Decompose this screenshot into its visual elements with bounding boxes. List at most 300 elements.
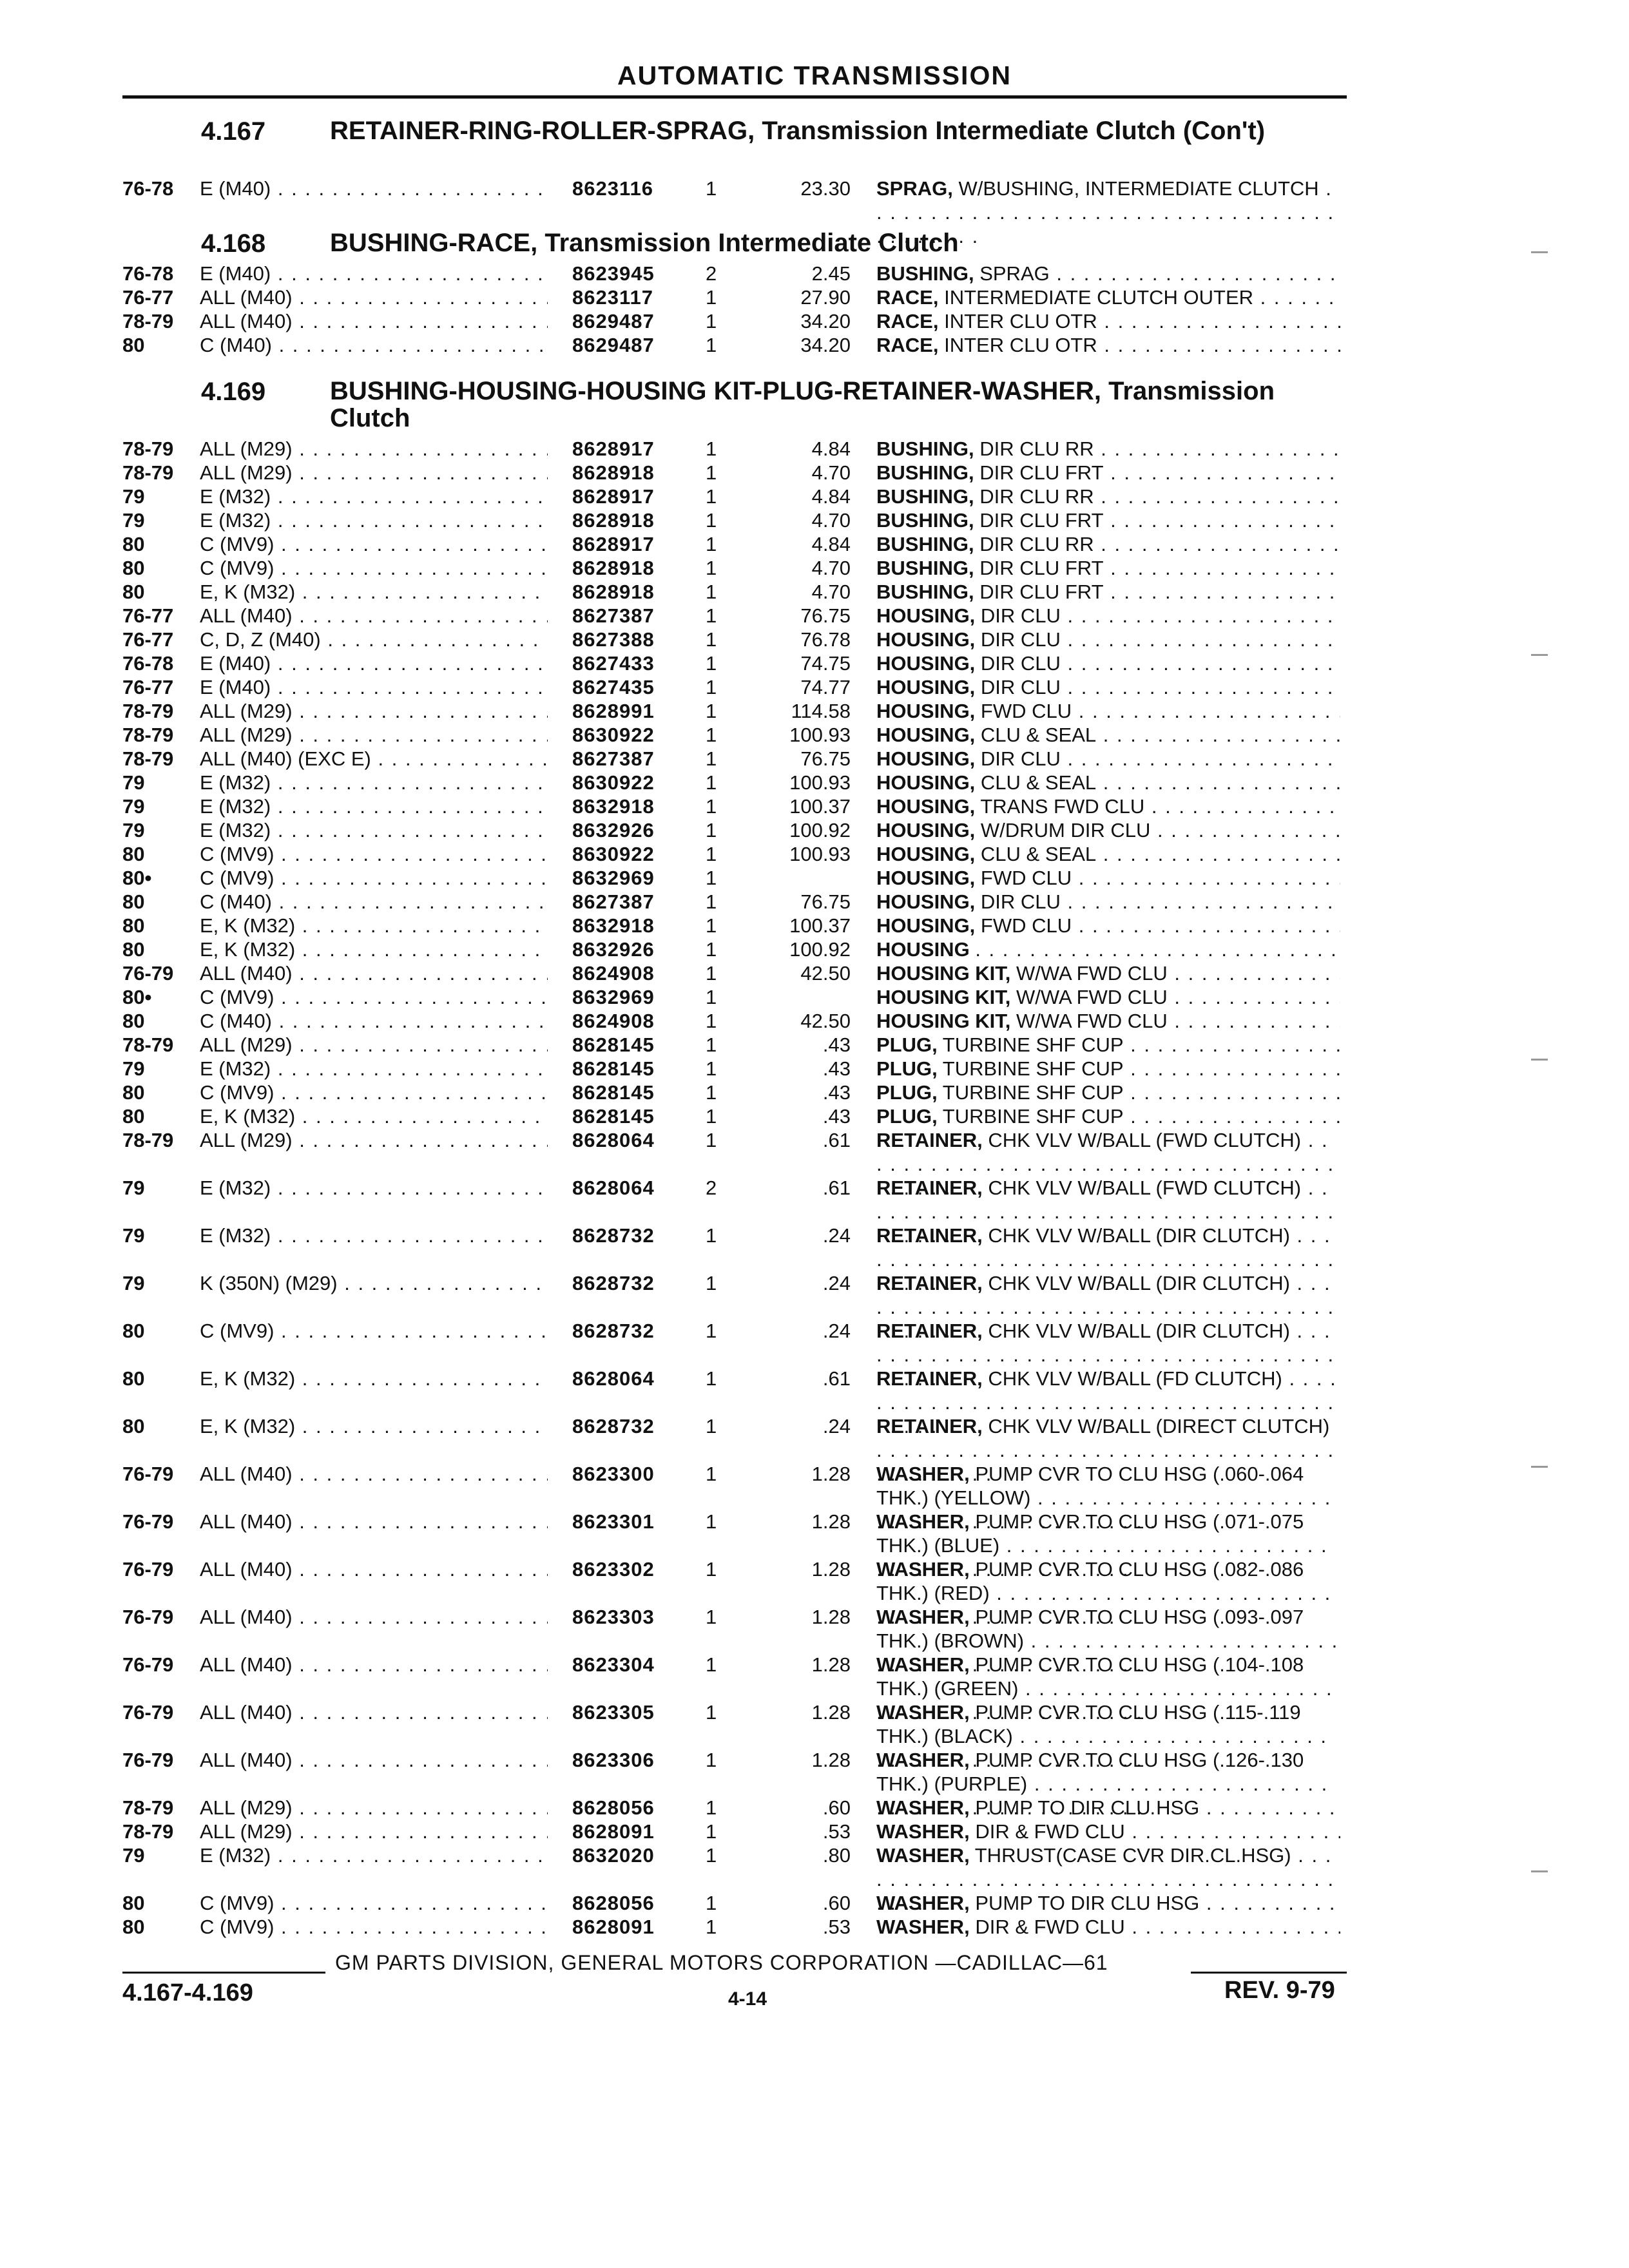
- part-number: 8628091: [572, 1820, 655, 1843]
- quantity: 1: [706, 1916, 717, 1938]
- part-name: BUSHING,: [876, 509, 974, 532]
- description: [876, 461, 1340, 485]
- application: E (M40) . . .: [200, 675, 548, 699]
- section-title: BUSHING-RACE, Transmission Intermediate Clutch: [330, 229, 959, 257]
- application: E (M32) . . .: [200, 1843, 548, 1867]
- part-detail: W/DRUM DIR CLU . . .: [981, 819, 1340, 841]
- part-detail: W/WA FWD CLU . . .: [1016, 962, 1340, 985]
- part-number: 8628918: [572, 461, 655, 484]
- part-name: BUSHING,: [876, 581, 974, 603]
- application: ALL (M40) . . .: [200, 309, 548, 333]
- description: [876, 485, 1340, 508]
- table-row: [0, 333, 1629, 357]
- description: [876, 818, 1340, 842]
- model-year: 80•: [122, 986, 152, 1008]
- part-detail: TURBINE SHF CUP . . .: [943, 1033, 1340, 1056]
- part-detail: FWD CLU . . .: [981, 867, 1340, 889]
- application: ALL (M29) . . .: [200, 1033, 548, 1057]
- model-year: 79: [122, 1057, 145, 1080]
- part-detail: DIR CLU RR . . .: [979, 437, 1340, 460]
- application: E, K (M32) . . .: [200, 937, 548, 961]
- quantity: 1: [706, 724, 717, 746]
- application: ALL (M29) . . .: [200, 723, 548, 747]
- table-row: [0, 1271, 1629, 1319]
- table-row: [0, 532, 1629, 556]
- part-detail: FWD CLU . . .: [981, 700, 1340, 722]
- part-name: HOUSING,: [876, 795, 976, 818]
- price: 1.28: [811, 1463, 851, 1485]
- quantity: 1: [706, 819, 717, 841]
- price: 100.93: [789, 771, 851, 794]
- model-year: 78-79: [122, 1820, 174, 1843]
- application: C (MV9) . . .: [200, 842, 548, 866]
- part-name: WASHER,: [876, 1892, 970, 1914]
- part-name: HOUSING,: [876, 890, 976, 913]
- price: 4.84: [811, 437, 851, 460]
- part-number: 8623304: [572, 1653, 655, 1676]
- part-name: WASHER,: [876, 1510, 970, 1533]
- description: [876, 1796, 1340, 1820]
- quantity: 1: [706, 700, 717, 722]
- application: E (M32) . . .: [200, 771, 548, 794]
- part-number: 8623301: [572, 1510, 655, 1533]
- part-name: WASHER,: [876, 1701, 970, 1724]
- model-year: 76-77: [122, 286, 174, 309]
- price: 4.70: [811, 581, 851, 603]
- model-year: 79: [122, 1177, 145, 1199]
- part-name: HOUSING,: [876, 747, 976, 770]
- table-row: [0, 1748, 1629, 1796]
- part-name: RETAINER,: [876, 1415, 983, 1437]
- price: .61: [822, 1367, 851, 1390]
- table-row: [0, 818, 1629, 842]
- section-title: RETAINER-RING-ROLLER-SPRAG, Transmission Intermediate Clutch (Con't): [330, 117, 1266, 145]
- quantity: 1: [706, 1272, 717, 1294]
- quantity: 1: [706, 1010, 717, 1032]
- part-number: 8628917: [572, 533, 655, 555]
- section-title: BUSHING-HOUSING-HOUSING KIT-PLUG-RETAINER-WASHER, Transmission Clutch: [330, 377, 1275, 432]
- model-year: 79: [122, 1224, 145, 1247]
- part-name: HOUSING,: [876, 652, 976, 675]
- application: ALL (M40) (EXC E) . . .: [200, 747, 548, 771]
- part-name: WASHER,: [876, 1844, 970, 1867]
- part-name: WASHER,: [876, 1820, 970, 1843]
- part-detail: DIR CLU FRT . . .: [979, 581, 1340, 603]
- price: 100.93: [789, 724, 851, 746]
- model-year: 80: [122, 843, 145, 865]
- table-row: [0, 985, 1629, 1009]
- price: 76.78: [800, 628, 851, 651]
- quantity: 2: [706, 1177, 717, 1199]
- part-detail: THRUST(CASE CVR DIR.CL.HSG) . . .: [876, 1844, 1335, 1914]
- table-row: [0, 1414, 1629, 1462]
- quantity: 1: [706, 795, 717, 818]
- part-number: 8628732: [572, 1415, 655, 1437]
- price: 4.70: [811, 557, 851, 579]
- price: 1.28: [811, 1701, 851, 1724]
- part-number: 8632918: [572, 914, 655, 937]
- part-detail: CHK VLV W/BALL (DIRECT CLUTCH) . . .: [876, 1415, 1335, 1485]
- part-name: HOUSING,: [876, 628, 976, 651]
- application: ALL (M40) . . .: [200, 1510, 548, 1533]
- table-row: [0, 890, 1629, 914]
- part-detail: TRANS FWD CLU . . .: [980, 795, 1340, 818]
- quantity: 1: [706, 1129, 717, 1151]
- description: [876, 333, 1340, 357]
- part-detail: DIR & FWD CLU . . .: [975, 1820, 1340, 1843]
- part-number: 8632926: [572, 938, 655, 961]
- part-detail: INTER CLU OTR . . .: [944, 334, 1340, 356]
- part-detail: FWD CLU . . .: [981, 914, 1340, 937]
- price: .24: [822, 1224, 851, 1247]
- part-name: RACE,: [876, 310, 939, 332]
- description: [876, 961, 1340, 985]
- part-number: 8627387: [572, 747, 655, 770]
- quantity: 1: [706, 1033, 717, 1056]
- table-row: [0, 556, 1629, 580]
- table-row: [0, 1176, 1629, 1224]
- table-row: [0, 309, 1629, 333]
- part-name: HOUSING,: [876, 700, 976, 722]
- part-name: SPRAG,: [876, 177, 953, 200]
- table-row: [0, 1128, 1629, 1176]
- table-row: [0, 437, 1629, 461]
- application: C, D, Z (M40) . . .: [200, 628, 548, 651]
- application: ALL (M40) . . .: [200, 1557, 548, 1581]
- model-year: 76-78: [122, 262, 174, 285]
- part-name: RETAINER,: [876, 1224, 983, 1247]
- description: [876, 985, 1340, 1009]
- application: C (MV9) . . .: [200, 1081, 548, 1104]
- part-number: 8632969: [572, 986, 655, 1008]
- description: [876, 508, 1340, 532]
- part-number: 8628991: [572, 700, 655, 722]
- part-name: HOUSING,: [876, 867, 976, 889]
- quantity: 1: [706, 1415, 717, 1437]
- model-year: 80: [122, 334, 145, 356]
- part-number: 8628056: [572, 1892, 655, 1914]
- part-number: 8628091: [572, 1916, 655, 1938]
- model-year: 79: [122, 771, 145, 794]
- description: [876, 771, 1340, 794]
- table-row: [0, 285, 1629, 309]
- model-year: 79: [122, 1844, 145, 1867]
- price: .43: [822, 1033, 851, 1056]
- part-name: PLUG,: [876, 1033, 938, 1056]
- model-year: 80: [122, 533, 145, 555]
- price: 1.28: [811, 1558, 851, 1581]
- table-row: [0, 1081, 1629, 1104]
- price: .80: [822, 1844, 851, 1867]
- model-year: 78-79: [122, 700, 174, 722]
- description: [876, 699, 1340, 723]
- quantity: 1: [706, 771, 717, 794]
- part-detail: CLU & SEAL . . .: [981, 771, 1340, 794]
- part-detail: [975, 938, 1340, 961]
- price: 1.28: [811, 1749, 851, 1771]
- price: 74.75: [800, 652, 851, 675]
- quantity: 1: [706, 509, 717, 532]
- part-detail: DIR CLU . . .: [981, 890, 1340, 913]
- quantity: 1: [706, 1057, 717, 1080]
- application: E (M40) . . .: [200, 262, 548, 285]
- table-row: [0, 651, 1629, 675]
- price: 100.92: [789, 938, 851, 961]
- table-row: [0, 628, 1629, 651]
- part-number: 8623306: [572, 1749, 655, 1771]
- footer-corporation: GM PARTS DIVISION, GENERAL MOTORS CORPORATION —CADILLAC—61: [335, 1951, 1108, 1974]
- part-name: WASHER,: [876, 1606, 970, 1628]
- price: 27.90: [800, 286, 851, 309]
- description: [876, 309, 1340, 333]
- description: [876, 1891, 1340, 1915]
- part-number: 8628064: [572, 1177, 655, 1199]
- part-number: 8628056: [572, 1796, 655, 1819]
- price: 100.37: [789, 795, 851, 818]
- part-detail: PUMP TO DIR CLU HSG . . .: [975, 1892, 1340, 1914]
- part-number: 8627433: [572, 652, 655, 675]
- price: 114.58: [791, 700, 851, 722]
- part-name: WASHER,: [876, 1653, 970, 1676]
- model-year: 80: [122, 1105, 145, 1128]
- quantity: 1: [706, 1749, 717, 1771]
- quantity: 1: [706, 310, 717, 332]
- quantity: 1: [706, 676, 717, 698]
- table-row: [0, 723, 1629, 747]
- application: E (M32) . . .: [200, 818, 548, 842]
- section-header: [0, 378, 1629, 437]
- part-name: HOUSING KIT,: [876, 986, 1011, 1008]
- model-year: 76-77: [122, 676, 174, 698]
- quantity: 1: [706, 1081, 717, 1104]
- application: E (M32) . . .: [200, 1057, 548, 1081]
- price: 42.50: [800, 1010, 851, 1032]
- part-number: 8623303: [572, 1606, 655, 1628]
- part-name: RACE,: [876, 334, 939, 356]
- table-row: [0, 699, 1629, 723]
- section-number: 4.169: [201, 378, 266, 406]
- part-name: HOUSING KIT,: [876, 962, 1011, 985]
- table-row: [0, 1915, 1629, 1939]
- table-row: [0, 485, 1629, 508]
- part-detail: TURBINE SHF CUP . . .: [943, 1081, 1340, 1104]
- part-name: BUSHING,: [876, 461, 974, 484]
- price: 1.28: [811, 1606, 851, 1628]
- part-detail: W/BUSHING, INTERMEDIATE CLUTCH . . .: [876, 177, 1335, 247]
- description: [876, 723, 1340, 747]
- model-year: 76-79: [122, 1749, 174, 1771]
- description: [876, 285, 1340, 309]
- model-year: 78-79: [122, 1129, 174, 1151]
- model-year: 80: [122, 1320, 145, 1342]
- part-number: 8632020: [572, 1844, 655, 1867]
- margin-mark: [1531, 1059, 1548, 1061]
- part-detail: PUMP CVR TO CLU HSG (.093-.097 THK.) (BROWN) . . .: [876, 1606, 1338, 1676]
- margin-mark: [1531, 1466, 1548, 1468]
- price: .24: [822, 1415, 851, 1437]
- table-row: [0, 675, 1629, 699]
- model-year: 78-79: [122, 724, 174, 746]
- application: C (MV9) . . .: [200, 1319, 548, 1343]
- part-name: WASHER,: [876, 1916, 970, 1938]
- model-year: 79: [122, 485, 145, 508]
- part-number: 8627387: [572, 890, 655, 913]
- table-row: [0, 1843, 1629, 1891]
- model-year: 78-79: [122, 747, 174, 770]
- part-name: RETAINER,: [876, 1320, 983, 1342]
- model-year: 80: [122, 938, 145, 961]
- part-detail: DIR CLU FRT . . .: [979, 557, 1340, 579]
- price: .61: [822, 1177, 851, 1199]
- part-detail: CHK VLV W/BALL (DIR CLUTCH) . . .: [876, 1224, 1335, 1294]
- quantity: 1: [706, 914, 717, 937]
- price: 76.75: [800, 747, 851, 770]
- model-year: 79: [122, 509, 145, 532]
- part-number: 8627435: [572, 676, 655, 698]
- model-year: 76-77: [122, 604, 174, 627]
- description: [876, 1009, 1340, 1033]
- description: [876, 1820, 1340, 1843]
- part-detail: DIR CLU . . .: [981, 676, 1340, 698]
- quantity: 1: [706, 1105, 717, 1128]
- application: K (350N) (M29) . . .: [200, 1271, 548, 1295]
- part-detail: DIR CLU FRT . . .: [979, 509, 1340, 532]
- model-year: 76-78: [122, 652, 174, 675]
- part-number: 8628145: [572, 1033, 655, 1056]
- part-detail: CHK VLV W/BALL (FWD CLUTCH) . . .: [876, 1177, 1335, 1247]
- price: .61: [822, 1129, 851, 1151]
- description: [876, 794, 1340, 818]
- price: 74.77: [800, 676, 851, 698]
- application: ALL (M40) . . .: [200, 1462, 548, 1486]
- part-detail: DIR CLU . . .: [981, 747, 1340, 770]
- part-name: WASHER,: [876, 1749, 970, 1771]
- application: ALL (M29) . . .: [200, 1796, 548, 1820]
- table-row: [0, 1796, 1629, 1820]
- table-row: [0, 461, 1629, 485]
- table-row: [0, 1462, 1629, 1510]
- application: E, K (M32) . . .: [200, 914, 548, 937]
- application: C (M40) . . .: [200, 1009, 548, 1033]
- part-detail: CHK VLV W/BALL (FD CLUTCH) . . .: [876, 1367, 1337, 1437]
- part-name: BUSHING,: [876, 557, 974, 579]
- part-detail: PUMP CVR TO CLU HSG (.104-.108 THK.) (GREEN) . . .: [876, 1653, 1333, 1724]
- part-detail: PUMP CVR TO CLU HSG (.060-.064 THK.) (YELLOW) . . .: [876, 1463, 1331, 1533]
- application: C (MV9) . . .: [200, 1891, 548, 1915]
- quantity: 1: [706, 485, 717, 508]
- application: ALL (M29) . . .: [200, 1820, 548, 1843]
- description: [876, 866, 1340, 890]
- table-row: [0, 1104, 1629, 1128]
- section-4-167: [0, 117, 1629, 224]
- price: 1.28: [811, 1510, 851, 1533]
- part-detail: W/WA FWD CLU . . .: [1016, 1010, 1340, 1032]
- quantity: 1: [706, 334, 717, 356]
- quantity: 1: [706, 843, 717, 865]
- description: [876, 890, 1340, 914]
- description: [876, 532, 1340, 556]
- price: .60: [822, 1796, 851, 1819]
- model-year: 80: [122, 1415, 145, 1437]
- part-number: 8632926: [572, 819, 655, 841]
- part-number: 8623300: [572, 1463, 655, 1485]
- section-number: 4.167: [201, 117, 266, 146]
- price: 42.50: [800, 962, 851, 985]
- part-detail: PUMP TO DIR CLU HSG . . .: [975, 1796, 1340, 1819]
- model-year: 79: [122, 795, 145, 818]
- part-detail: DIR CLU . . .: [981, 628, 1340, 651]
- table-row: [0, 1557, 1629, 1605]
- quantity: 1: [706, 557, 717, 579]
- part-detail: TURBINE SHF CUP . . .: [943, 1057, 1340, 1080]
- quantity: 1: [706, 1224, 717, 1247]
- table-row: [0, 1700, 1629, 1748]
- part-name: HOUSING,: [876, 676, 976, 698]
- application: ALL (M40) . . .: [200, 285, 548, 309]
- description: [876, 914, 1340, 937]
- application: E, K (M32) . . .: [200, 1414, 548, 1438]
- table-row: [0, 1224, 1629, 1271]
- part-name: PLUG,: [876, 1105, 938, 1128]
- quantity: 1: [706, 177, 717, 200]
- quantity: 1: [706, 890, 717, 913]
- part-number: 8629487: [572, 310, 655, 332]
- application: ALL (M29) . . .: [200, 461, 548, 485]
- part-name: RETAINER,: [876, 1272, 983, 1294]
- table-row: [0, 1891, 1629, 1915]
- quantity: 1: [706, 1463, 717, 1485]
- description: [876, 1104, 1340, 1128]
- price: 4.84: [811, 485, 851, 508]
- quantity: 1: [706, 1844, 717, 1867]
- part-name: HOUSING: [876, 938, 970, 961]
- part-detail: CHK VLV W/BALL (DIR CLUTCH) . . .: [876, 1272, 1335, 1342]
- part-name: BUSHING,: [876, 485, 974, 508]
- page-number: 4-14: [728, 1988, 767, 2010]
- model-year: 80: [122, 1367, 145, 1390]
- table-row: [0, 1009, 1629, 1033]
- application: ALL (M40) . . .: [200, 1605, 548, 1629]
- application: E (M32) . . .: [200, 508, 548, 532]
- model-year: 80: [122, 557, 145, 579]
- quantity: 1: [706, 938, 717, 961]
- application: C (MV9) . . .: [200, 556, 548, 580]
- table-row: [0, 508, 1629, 532]
- footer-section-range: 4.167-4.169: [122, 1979, 253, 2006]
- quantity: 1: [706, 652, 717, 675]
- part-name: WASHER,: [876, 1558, 970, 1581]
- part-number: 8629487: [572, 334, 655, 356]
- model-year: 76-78: [122, 177, 174, 200]
- price: .43: [822, 1105, 851, 1128]
- model-year: 80•: [122, 867, 152, 889]
- description: [876, 1057, 1340, 1081]
- part-detail: DIR CLU . . .: [981, 604, 1340, 627]
- table-row: [0, 914, 1629, 937]
- model-year: 79: [122, 1272, 145, 1294]
- part-name: BUSHING,: [876, 262, 974, 285]
- part-name: HOUSING,: [876, 843, 976, 865]
- price: .43: [822, 1057, 851, 1080]
- quantity: 1: [706, 1320, 717, 1342]
- part-number: 8628918: [572, 509, 655, 532]
- table-row: [0, 1057, 1629, 1081]
- description: [876, 580, 1340, 604]
- model-year: 78-79: [122, 310, 174, 332]
- part-number: 8624908: [572, 962, 655, 985]
- part-name: BUSHING,: [876, 437, 974, 460]
- quantity: 1: [706, 1892, 717, 1914]
